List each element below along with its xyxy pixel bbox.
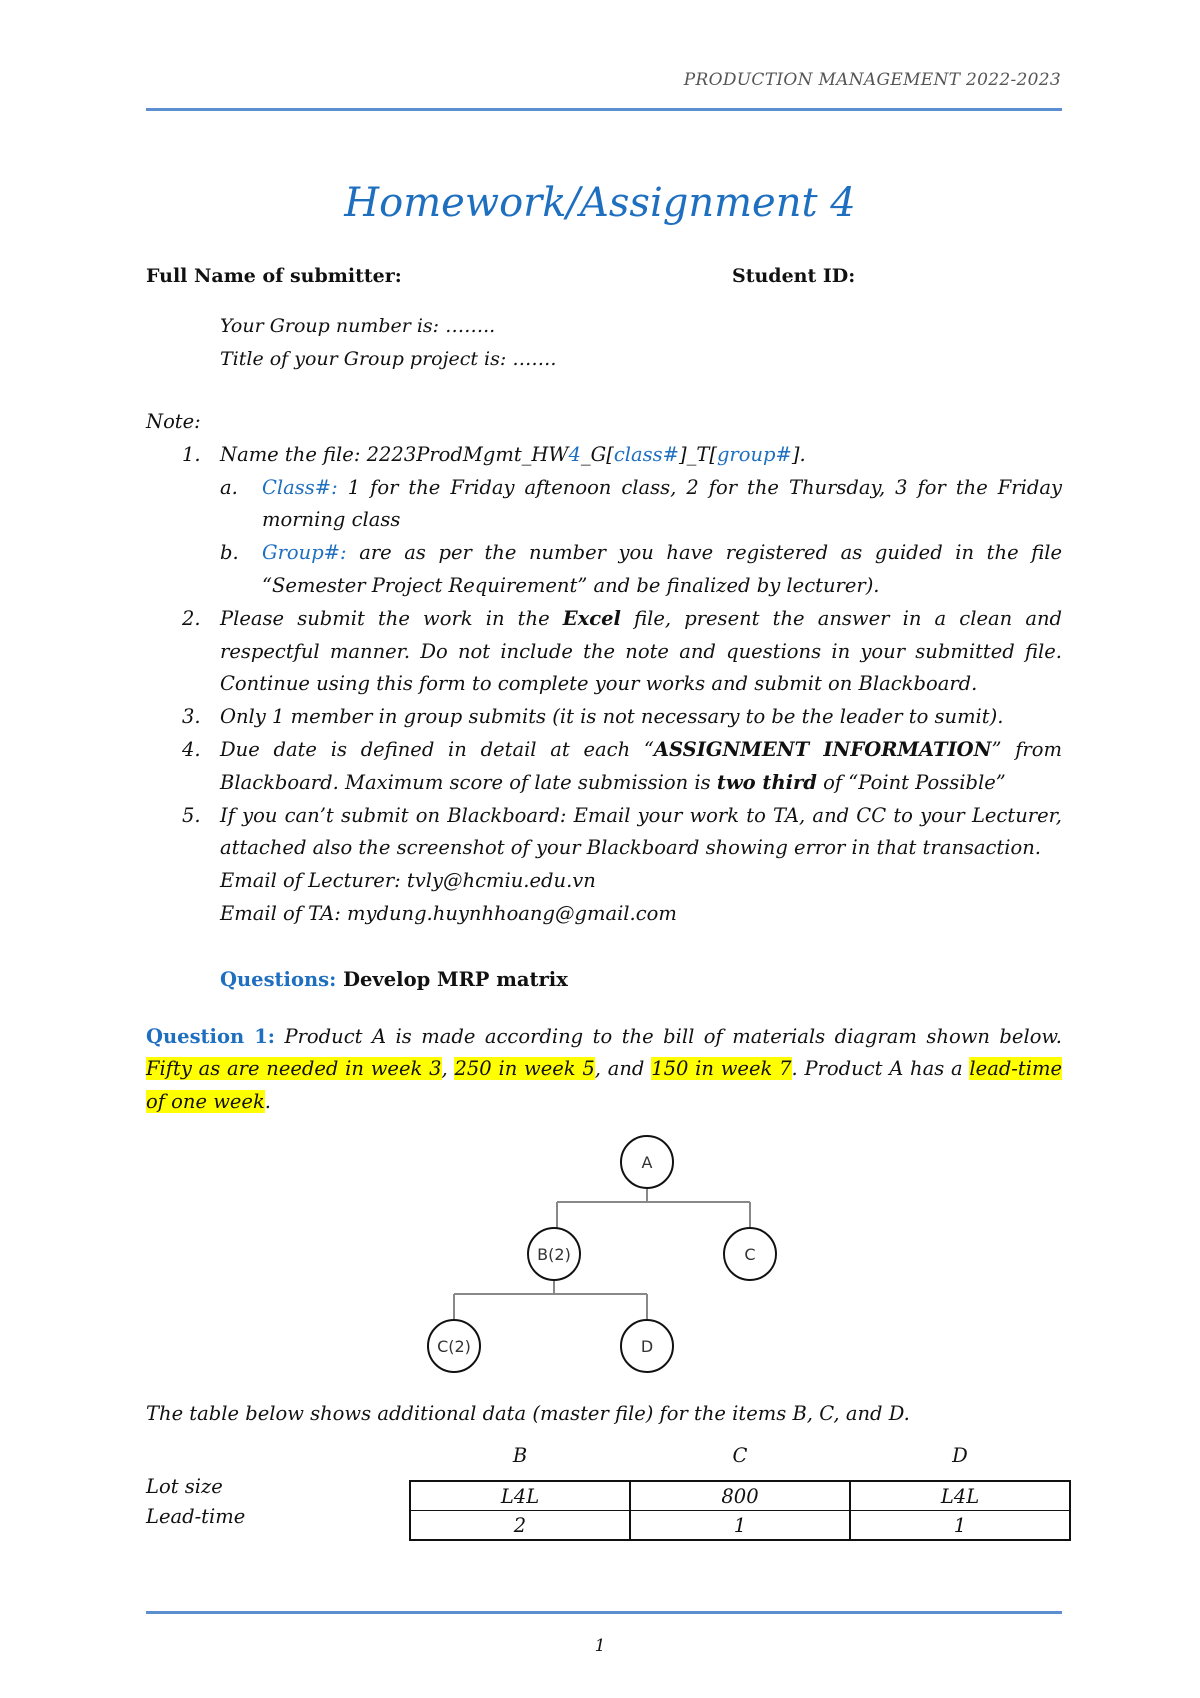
group-info xyxy=(220,310,556,376)
note-item-1: 1. Name the file: 2223ProdMgmt_HW4_G[class#]_T[group#]. a. Class#: 1 for the Friday aftenoon class, 2 for the Thursday, 3 for the Friday morning class b. Group#: are as per the number you have registered as guided in the file “Semester Project Requirement” and be finalized by lecturer). xyxy=(146,439,1062,603)
class-label: Class#: xyxy=(262,475,338,499)
table-cell: 1 xyxy=(630,1511,850,1541)
column-header-c: C xyxy=(732,1444,748,1467)
svg-text:B(2): B(2) xyxy=(537,1245,571,1264)
project-title-line: Title of your Group project is: ……. xyxy=(220,348,557,370)
question-1-label: Question 1: xyxy=(146,1024,275,1048)
full-name-label: Full Name of submitter: xyxy=(146,265,402,287)
class-tag: class# xyxy=(613,442,679,466)
master-data-table xyxy=(409,1480,1071,1541)
group-label: Group#: xyxy=(262,541,347,565)
list-number: 1. xyxy=(182,442,201,466)
page-number: 1 xyxy=(594,1636,606,1656)
submitter-fields xyxy=(146,265,1062,287)
group-tag: group# xyxy=(716,442,792,466)
svg-text:D: D xyxy=(640,1337,654,1356)
table-cell: 2 xyxy=(410,1511,630,1541)
question-1: Question 1: Product A is made according to the bill of materials diagram shown below. Fifty as are needed in week 3, 250 in week 5, and 150 in week 7. Product A has a lead-time of one week. xyxy=(146,1024,1063,1114)
main-content xyxy=(146,406,1062,1119)
bom-node-d xyxy=(621,1320,673,1372)
row-label-lead-time: Lead-time xyxy=(146,1505,246,1528)
note-item-4: 4. Due date is defined in detail at each “ASSIGNMENT INFORMATION” from Blackboard. Maximum score of late submission is two third of “Point Possible” xyxy=(182,737,1062,794)
hw-number: 4 xyxy=(568,442,581,466)
table-cell: L4L xyxy=(850,1481,1070,1511)
table-row xyxy=(410,1511,1070,1541)
column-header-b: B xyxy=(512,1444,528,1467)
bom-node-c xyxy=(724,1228,776,1280)
table-cell: L4L xyxy=(410,1481,630,1511)
student-id-label: Student ID: xyxy=(732,265,856,287)
note-sub-item-b: b. Group#: are as per the number you have registered as guided in the file “Semester Project Requirement” and be finalized by lecturer). xyxy=(220,541,1062,597)
questions-heading: Questions: Develop MRP matrix xyxy=(220,967,568,991)
header-rule xyxy=(146,108,1062,111)
table-caption: The table below shows additional data (master file) for the items B, C, and D. xyxy=(146,1402,910,1425)
group-number-line: Your Group number is: …….. xyxy=(220,315,496,337)
row-label-lot-size: Lot size xyxy=(146,1475,223,1498)
bom-node-c2 xyxy=(428,1320,480,1372)
page-title: Homework/Assignment 4 xyxy=(344,180,856,226)
excel-word: Excel xyxy=(562,606,621,630)
table-row xyxy=(410,1481,1070,1511)
lecturer-email: Email of Lecturer: tvly@hcmiu.edu.vn xyxy=(220,869,596,893)
footer-rule xyxy=(146,1611,1062,1614)
bom-node-b xyxy=(528,1228,580,1280)
note-item-5: 5. If you can’t submit on Blackboard: Email your work to TA, and CC to your Lecturer, attached also the screenshot of your Blackboard showing error in that transaction. Email of Lecturer: tvly@hcmiu.edu.vn Email of TA: mydung.huynhhoang@gmail.com xyxy=(146,800,1062,931)
svg-text:A: A xyxy=(641,1153,653,1172)
note-sub-item-a: a. Class#: 1 for the Friday aftenoon class, 2 for the Thursday, 3 for the Friday morning class xyxy=(220,475,1062,532)
note-label: Note: xyxy=(146,410,201,433)
column-header-d: D xyxy=(952,1444,968,1467)
running-header: PRODUCTION MANAGEMENT 2022-2023 xyxy=(683,70,1061,90)
svg-text:C(2): C(2) xyxy=(437,1337,471,1356)
bom-node-a xyxy=(621,1136,673,1188)
bill-of-materials-diagram xyxy=(410,1122,790,1402)
svg-text:C: C xyxy=(744,1245,756,1264)
note-item-2: 2. Please submit the work in the Excel file, present the answer in a clean and respectful manner. Do not include the note and questions in your submitted file. Continue using this form to complete your works and submit on Blackboard. xyxy=(182,606,1062,696)
note-list xyxy=(146,439,1062,931)
note-item-3: 3. Only 1 member in group submits (it is not necessary to be the leader to sumit). xyxy=(182,705,1004,729)
table-cell: 800 xyxy=(630,1481,850,1511)
table-cell: 1 xyxy=(850,1511,1070,1541)
table-row-labels xyxy=(146,1472,245,1532)
note-sub-list xyxy=(220,472,1062,603)
bom-connectors xyxy=(454,1188,750,1320)
ta-email: Email of TA: mydung.huynhhoang@gmail.com xyxy=(220,901,677,925)
